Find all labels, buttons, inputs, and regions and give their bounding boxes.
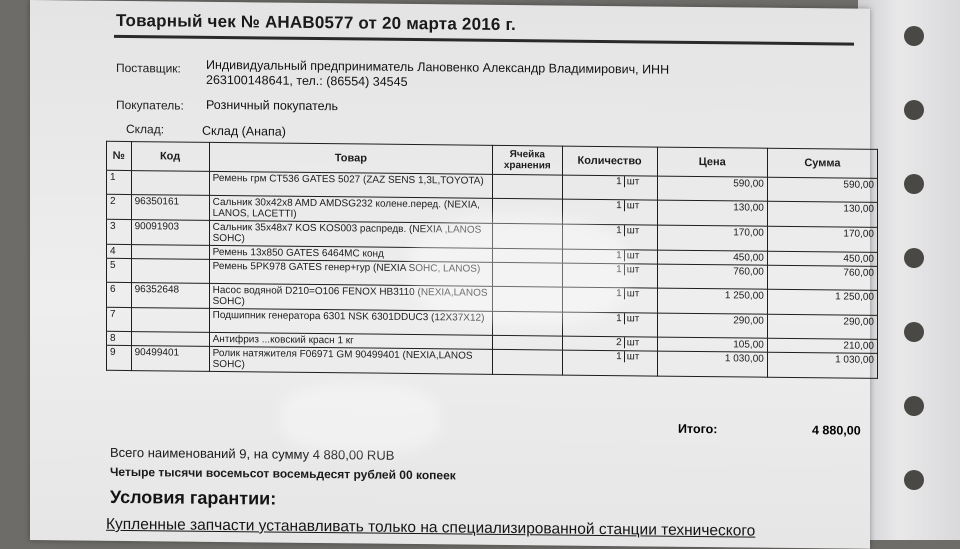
row-code	[131, 332, 209, 347]
row-cell	[493, 198, 563, 224]
goods-table	[106, 141, 878, 379]
binder-hole	[904, 322, 924, 342]
supplier-label: Поставщик:	[116, 60, 181, 76]
binder-hole	[904, 174, 924, 194]
binder-hole	[904, 396, 924, 416]
row-sum: 450,00	[767, 251, 877, 266]
total-value: 4 880,00	[812, 423, 861, 438]
row-qty-unit: шт	[624, 337, 657, 348]
row-num: 7	[107, 307, 132, 331]
row-code	[131, 259, 209, 284]
col-sum-header: Сумма	[767, 148, 877, 178]
buyer-label: Покупатель:	[116, 97, 184, 113]
row-cell	[493, 248, 563, 263]
row-cell	[493, 174, 563, 199]
row-cell	[493, 335, 563, 350]
row-qty	[562, 287, 657, 313]
row-sum: 590,00	[767, 177, 877, 202]
row-qty-value: 1	[616, 351, 622, 363]
col-cell-header: Ячейка хранения	[493, 145, 563, 175]
row-sum: 130,00	[767, 201, 877, 227]
row-item: Сальник 35x48x7 KOS KOS003 распредв. (NEXIA ,LANOS SOHC)	[209, 220, 492, 248]
row-sum: 760,00	[767, 265, 877, 290]
row-qty-unit: шт	[624, 200, 657, 211]
row-item: Ремень грм CT536 GATES 5027 (ZAZ SENS 1,3L,TOYOTA)	[209, 171, 492, 198]
row-price: 590,00	[657, 176, 767, 201]
row-qty-value: 1	[616, 200, 622, 212]
row-qty-unit: шт	[624, 288, 657, 299]
row-sum: 1 250,00	[767, 289, 877, 315]
row-num: 5	[107, 258, 132, 282]
receipt-title: Товарный чек № АНАВ0577 от 20 марта 2016 г.	[116, 10, 516, 35]
row-qty	[562, 350, 657, 376]
binder-hole	[904, 26, 924, 46]
row-qty-value: 1	[616, 264, 622, 276]
row-num: 6	[107, 282, 132, 307]
row-qty-value: 1	[616, 313, 622, 325]
row-qty	[562, 336, 657, 351]
row-item: Антифриз ...ковский красн 1 кг	[209, 332, 492, 349]
row-qty-unit: шт	[624, 176, 657, 187]
row-price: 170,00	[657, 225, 767, 251]
summary-line: Всего наименований 9, на сумму 4 880,00 RUB	[110, 444, 395, 463]
row-cell	[493, 311, 563, 336]
summary-in-words: Четыре тысячи восемьсот восемьдесят рублей 00 копеек	[110, 464, 456, 483]
col-qty-header: Количество	[562, 146, 657, 176]
row-price: 130,00	[657, 200, 767, 226]
warehouse-label: Склад:	[126, 122, 165, 137]
row-num: 4	[107, 244, 132, 258]
row-qty	[562, 263, 657, 288]
row-cell	[493, 262, 563, 287]
row-qty	[562, 312, 657, 337]
row-price: 105,00	[657, 337, 767, 352]
row-qty-value: 1	[616, 225, 622, 237]
binder-hole	[904, 248, 924, 268]
plastic-glare	[280, 383, 440, 455]
row-code	[131, 308, 209, 333]
col-item-header: Товар	[209, 142, 492, 174]
row-qty-value: 1	[616, 176, 622, 188]
row-item: Ремень 5PK978 GATES генер+гур (NEXIA SOHC, LANOS)	[209, 259, 492, 286]
row-code: 96352648	[131, 283, 209, 309]
receipt-sheet	[30, 0, 874, 549]
warranty-heading: Условия гарантии:	[110, 486, 277, 509]
binder-hole	[904, 470, 924, 490]
row-item: Сальник 30x42x8 AMD AMDSG232 колене.перед. (NEXIA, LANOS, LACETTI)	[209, 195, 492, 223]
row-cell	[493, 286, 563, 312]
warehouse-value: Склад (Анапа)	[202, 123, 286, 139]
row-num: 8	[107, 331, 132, 345]
row-num: 3	[107, 219, 132, 244]
row-sum: 1 030,00	[767, 352, 877, 378]
col-num-header: №	[107, 141, 132, 170]
warranty-text: Купленные запчасти устанавливать только на специализированной станции технического	[106, 515, 756, 540]
row-price: 290,00	[657, 313, 767, 338]
row-qty-value: 1	[616, 250, 622, 262]
row-qty-value: 1	[616, 288, 622, 300]
row-price: 450,00	[657, 250, 767, 265]
row-price: 760,00	[657, 264, 767, 289]
row-qty-unit: шт	[624, 351, 657, 362]
row-num: 2	[107, 194, 132, 219]
total-label: Итого:	[678, 421, 718, 437]
row-sum: 210,00	[767, 338, 877, 353]
row-qty-unit: шт	[624, 225, 657, 236]
binder-hole	[904, 100, 924, 120]
row-item: Ролик натяжителя F06971 GM 90499401 (NEXIA,LANOS SOHC)	[209, 346, 492, 374]
row-code	[131, 171, 209, 196]
row-sum: 170,00	[767, 226, 877, 252]
row-qty	[562, 175, 657, 200]
row-qty	[562, 224, 657, 250]
row-qty-unit: шт	[624, 264, 657, 275]
row-num: 1	[107, 170, 132, 194]
row-sum: 290,00	[767, 314, 877, 339]
supplier-line-2: 263100148641, тел.: (86554) 34545	[206, 72, 408, 89]
row-item: Подшипник генератора 6301 NSK 6301DDUC3 (12X37X12)	[209, 308, 492, 335]
row-cell	[493, 223, 563, 249]
row-item: Насос водяной D210=O106 FENOX HB3110 (NEXIA,LANOS SOHC)	[209, 283, 492, 311]
row-code: 90499401	[131, 346, 209, 372]
col-code-header: Код	[131, 142, 209, 172]
row-price: 1 030,00	[657, 351, 767, 377]
row-code: 90091903	[131, 220, 209, 246]
supplier-line-1: Индивидуальный предприниматель Лановенко Александр Владимирович, ИНН	[206, 57, 670, 77]
row-num: 9	[107, 345, 132, 370]
row-code	[131, 245, 209, 260]
col-price-header: Цена	[657, 147, 767, 177]
row-price: 1 250,00	[657, 288, 767, 314]
row-qty	[562, 249, 657, 264]
row-qty-unit: шт	[624, 250, 657, 261]
row-code: 96350161	[131, 195, 209, 221]
row-cell	[493, 349, 563, 375]
buyer-value: Розничный покупатель	[206, 97, 339, 114]
row-item: Ремень 13x850 GATES 6464MC конд	[209, 245, 492, 262]
row-qty	[562, 199, 657, 225]
row-qty-value: 2	[616, 337, 622, 349]
row-qty-unit: шт	[624, 313, 657, 324]
title-underline	[114, 35, 854, 46]
